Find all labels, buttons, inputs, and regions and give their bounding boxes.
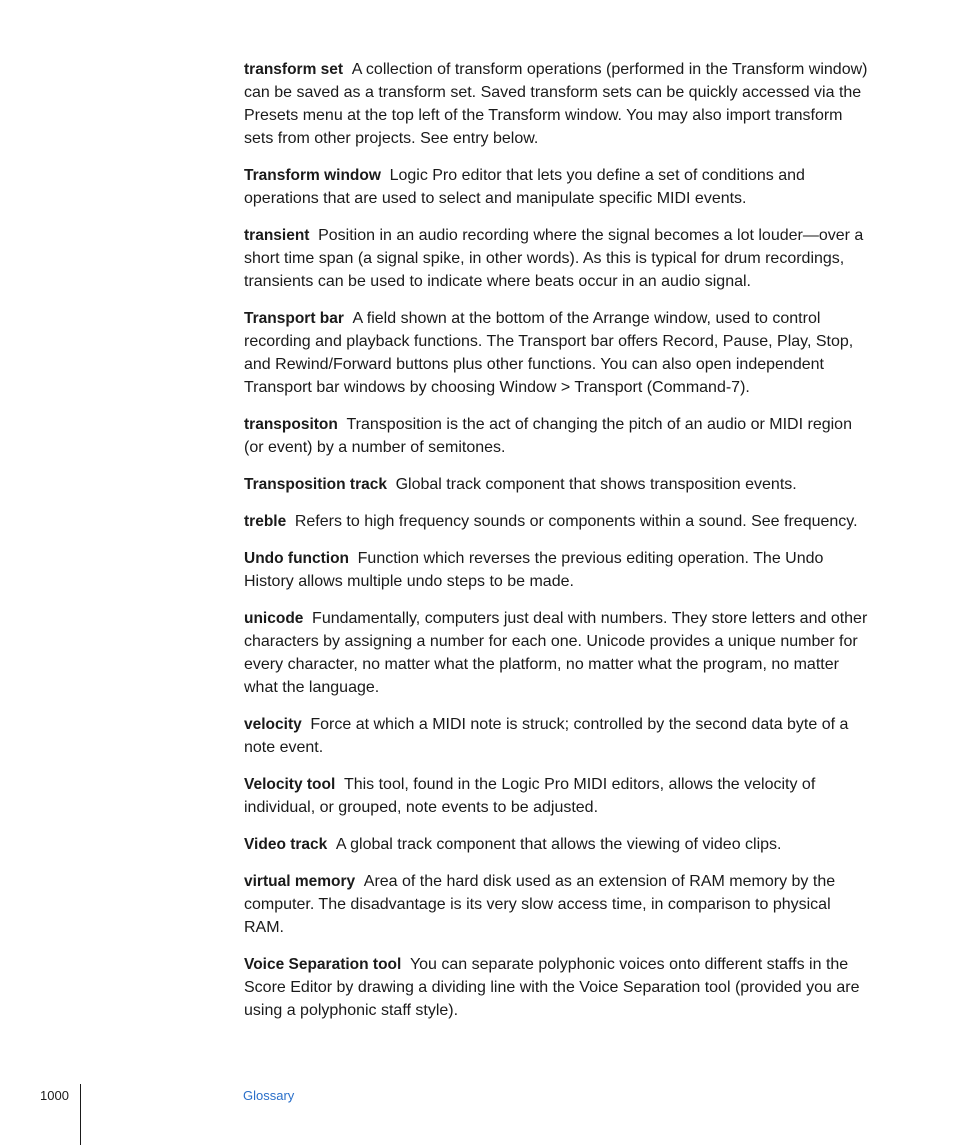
entry-term: unicode	[244, 610, 304, 627]
glossary-entry	[244, 953, 872, 1022]
entry-term: Video track	[244, 836, 328, 853]
glossary-entry	[244, 607, 872, 699]
glossary-entry	[244, 547, 872, 593]
glossary-entry	[244, 833, 872, 856]
glossary-entry	[244, 413, 872, 459]
entry-term: transform set	[244, 61, 344, 78]
glossary-entry	[244, 773, 872, 819]
entry-definition: Refers to high frequency sounds or components within a sound. See frequency.	[294, 513, 858, 530]
entry-definition: You can separate polyphonic voices onto different staffs in the Score Editor by drawing a dividing line with the Voice Separation tool (provided you are using a polyphonic staff style).	[244, 956, 860, 1019]
entry-definition: A collection of transform operations (performed in the Transform window) can be saved as a transform set. Saved transform sets can be quickly accessed via the Presets menu at the top left of the Transform window. You may also import transform sets from other projects. See entry below.	[244, 61, 868, 147]
entry-term: Transform window	[244, 167, 381, 184]
glossary-entry	[244, 510, 872, 533]
entry-term: virtual memory	[244, 873, 356, 890]
entry-term: Transposition track	[244, 476, 387, 493]
entry-definition: Logic Pro editor that lets you define a set of conditions and operations that are used to select and manipulate specific MIDI events.	[244, 167, 805, 207]
entry-definition: This tool, found in the Logic Pro MIDI editors, allows the velocity of individual, or grouped, note events to be adjusted.	[244, 776, 816, 816]
glossary-entry	[244, 58, 872, 150]
entry-term: transient	[244, 227, 310, 244]
entry-term: Undo function	[244, 550, 350, 567]
entry-definition: Force at which a MIDI note is struck; controlled by the second data byte of a note event.	[244, 716, 849, 756]
glossary-entry	[244, 713, 872, 759]
entry-definition: Area of the hard disk used as an extension of RAM memory by the computer. The disadvantage is its very slow access time, in comparison to physical RAM.	[244, 873, 836, 936]
entry-definition: Position in an audio recording where the signal becomes a lot louder—over a short time span (a signal spike, in other words). As this is typical for drum recordings, transients can be used to indicate where beats occur in an audio signal.	[244, 227, 864, 290]
glossary-entry	[244, 473, 872, 496]
entry-term: treble	[244, 513, 287, 530]
footer-section-link[interactable]: Glossary	[243, 1088, 295, 1103]
page-number: 1000	[40, 1088, 69, 1103]
entry-term: Voice Separation tool	[244, 956, 402, 973]
entry-term: transpositon	[244, 416, 338, 433]
entry-definition: Transposition is the act of changing the pitch of an audio or MIDI region (or event) by a number of semitones.	[244, 416, 852, 456]
entry-term: velocity	[244, 716, 302, 733]
entry-definition: Function which reverses the previous editing operation. The Undo History allows multiple undo steps to be made.	[244, 550, 824, 590]
glossary-entry	[244, 307, 872, 399]
entry-definition: A field shown at the bottom of the Arrange window, used to control recording and playback functions. The Transport bar offers Record, Pause, Play, Stop, and Rewind/Forward buttons plus other functions. You can also open independent Transport bar windows by choosing Window > Transport (Command-7).	[244, 310, 854, 396]
footer-divider	[80, 1084, 81, 1145]
entry-term: Transport bar	[244, 310, 344, 327]
entry-term: Velocity tool	[244, 776, 336, 793]
entry-definition: A global track component that allows the viewing of video clips.	[335, 836, 782, 853]
glossary-entries	[244, 58, 872, 1036]
glossary-entry	[244, 224, 872, 293]
entry-definition: Fundamentally, computers just deal with numbers. They store letters and other characters by assigning a number for each one. Unicode provides a unique number for every character, no matter what the platform, no matter what the program, no matter what the language.	[244, 610, 868, 696]
glossary-entry	[244, 870, 872, 939]
entry-definition: Global track component that shows transposition events.	[395, 476, 797, 493]
glossary-entry	[244, 164, 872, 210]
